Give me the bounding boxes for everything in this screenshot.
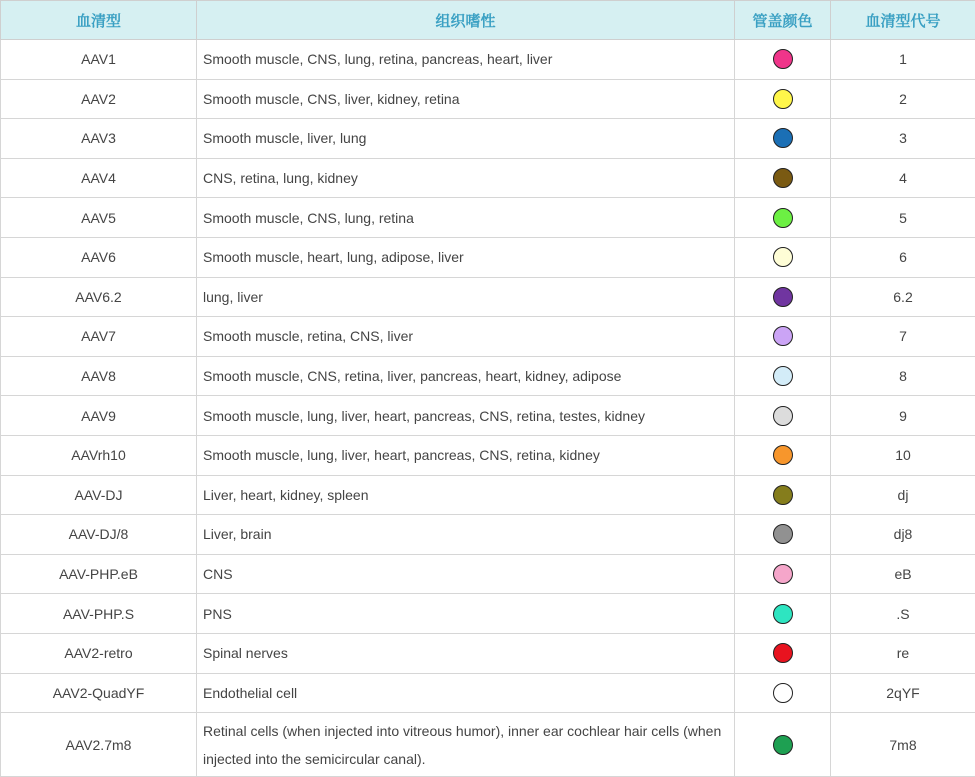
table-row — [1, 356, 975, 396]
cap-color-swatch — [773, 445, 793, 465]
serotype-code-cell: eB — [831, 554, 975, 594]
cap-color-cell — [735, 713, 831, 777]
cap-color-swatch — [773, 564, 793, 584]
serotype-cell: AAV2-retro — [1, 633, 197, 673]
tropism-cell: Smooth muscle, CNS, lung, retina — [197, 198, 735, 238]
cap-color-swatch — [773, 406, 793, 426]
cap-color-swatch — [773, 168, 793, 188]
table-row — [1, 79, 975, 119]
cap-color-cell — [735, 40, 831, 80]
serotype-cell: AAV5 — [1, 198, 197, 238]
tropism-cell: Smooth muscle, CNS, liver, kidney, retina — [197, 79, 735, 119]
tropism-cell: lung, liver — [197, 277, 735, 317]
serotype-cell: AAVrh10 — [1, 435, 197, 475]
serotype-code-cell: 2qYF — [831, 673, 975, 713]
table-row — [1, 554, 975, 594]
tropism-cell: Smooth muscle, retina, CNS, liver — [197, 317, 735, 357]
serotype-cell: AAV-DJ/8 — [1, 515, 197, 555]
header-cap-color: 管盖颜色 — [735, 1, 831, 40]
cap-color-swatch — [773, 735, 793, 755]
table-row — [1, 435, 975, 475]
serotype-cell: AAV7 — [1, 317, 197, 357]
serotype-code-cell: 6.2 — [831, 277, 975, 317]
cap-color-swatch — [773, 366, 793, 386]
cap-color-cell — [735, 317, 831, 357]
serotype-code-cell: 3 — [831, 119, 975, 159]
table-body — [1, 40, 975, 777]
header-row — [1, 1, 975, 40]
cap-color-swatch — [773, 128, 793, 148]
tropism-cell: Liver, brain — [197, 515, 735, 555]
tropism-cell: Endothelial cell — [197, 673, 735, 713]
serotype-code-cell: 8 — [831, 356, 975, 396]
header-tropism: 组织嗜性 — [197, 1, 735, 40]
tropism-cell: Retinal cells (when injected into vitreous humor), inner ear cochlear hair cells (when injected into the semicircular canal). — [197, 713, 735, 777]
cap-color-cell — [735, 673, 831, 713]
cap-color-cell — [735, 277, 831, 317]
tropism-cell: Spinal nerves — [197, 633, 735, 673]
serotype-code-cell: 6 — [831, 237, 975, 277]
tropism-cell: Smooth muscle, CNS, retina, liver, pancreas, heart, kidney, adipose — [197, 356, 735, 396]
cap-color-swatch — [773, 524, 793, 544]
serotype-cell: AAV3 — [1, 119, 197, 159]
table-row — [1, 158, 975, 198]
serotype-cell: AAV1 — [1, 40, 197, 80]
table-row — [1, 198, 975, 238]
cap-color-cell — [735, 119, 831, 159]
header-serotype: 血清型 — [1, 1, 197, 40]
serotype-code-cell: re — [831, 633, 975, 673]
serotype-cell: AAV6.2 — [1, 277, 197, 317]
serotype-cell: AAV9 — [1, 396, 197, 436]
tropism-cell: Smooth muscle, liver, lung — [197, 119, 735, 159]
cap-color-swatch — [773, 89, 793, 109]
serotype-code-cell: .S — [831, 594, 975, 634]
serotype-cell: AAV2-QuadYF — [1, 673, 197, 713]
tropism-cell: CNS — [197, 554, 735, 594]
serotype-code-cell: 5 — [831, 198, 975, 238]
cap-color-swatch — [773, 49, 793, 69]
table-row — [1, 475, 975, 515]
serotype-cell: AAV-PHP.eB — [1, 554, 197, 594]
table-row — [1, 317, 975, 357]
table-row — [1, 237, 975, 277]
table-row — [1, 594, 975, 634]
cap-color-cell — [735, 396, 831, 436]
cap-color-swatch — [773, 683, 793, 703]
header-code: 血清型代号 — [831, 1, 975, 40]
serotype-code-cell: 10 — [831, 435, 975, 475]
serotype-code-cell: dj8 — [831, 515, 975, 555]
serotype-code-cell: dj — [831, 475, 975, 515]
cap-color-cell — [735, 237, 831, 277]
tropism-cell: CNS, retina, lung, kidney — [197, 158, 735, 198]
serotype-code-cell: 4 — [831, 158, 975, 198]
table-row — [1, 633, 975, 673]
cap-color-cell — [735, 79, 831, 119]
cap-color-cell — [735, 198, 831, 238]
tropism-cell: Liver, heart, kidney, spleen — [197, 475, 735, 515]
serotype-code-cell: 7m8 — [831, 713, 975, 777]
serotype-cell: AAV2.7m8 — [1, 713, 197, 777]
serotype-cell: AAV4 — [1, 158, 197, 198]
table-row — [1, 119, 975, 159]
serotype-code-cell: 2 — [831, 79, 975, 119]
cap-color-cell — [735, 435, 831, 475]
serotype-cell: AAV-DJ — [1, 475, 197, 515]
cap-color-cell — [735, 158, 831, 198]
table-row — [1, 277, 975, 317]
cap-color-swatch — [773, 326, 793, 346]
serotype-cell: AAV2 — [1, 79, 197, 119]
serotype-code-cell: 7 — [831, 317, 975, 357]
tropism-cell: Smooth muscle, lung, liver, heart, pancreas, CNS, retina, testes, kidney — [197, 396, 735, 436]
cap-color-swatch — [773, 247, 793, 267]
table-row — [1, 713, 975, 777]
cap-color-cell — [735, 594, 831, 634]
cap-color-swatch — [773, 643, 793, 663]
cap-color-cell — [735, 554, 831, 594]
cap-color-cell — [735, 633, 831, 673]
serotype-code-cell: 9 — [831, 396, 975, 436]
table-row — [1, 40, 975, 80]
tropism-cell: Smooth muscle, CNS, lung, retina, pancreas, heart, liver — [197, 40, 735, 80]
table-row — [1, 673, 975, 713]
serotype-code-cell: 1 — [831, 40, 975, 80]
cap-color-cell — [735, 515, 831, 555]
tropism-cell: PNS — [197, 594, 735, 634]
cap-color-cell — [735, 356, 831, 396]
cap-color-cell — [735, 475, 831, 515]
serotype-cell: AAV8 — [1, 356, 197, 396]
table-row — [1, 515, 975, 555]
cap-color-swatch — [773, 485, 793, 505]
serotype-cell: AAV6 — [1, 237, 197, 277]
cap-color-swatch — [773, 287, 793, 307]
table-header — [1, 1, 975, 40]
cap-color-swatch — [773, 208, 793, 228]
serotype-cell: AAV-PHP.S — [1, 594, 197, 634]
tropism-cell: Smooth muscle, heart, lung, adipose, liver — [197, 237, 735, 277]
tropism-cell: Smooth muscle, lung, liver, heart, pancreas, CNS, retina, kidney — [197, 435, 735, 475]
cap-color-swatch — [773, 604, 793, 624]
table-row — [1, 396, 975, 436]
